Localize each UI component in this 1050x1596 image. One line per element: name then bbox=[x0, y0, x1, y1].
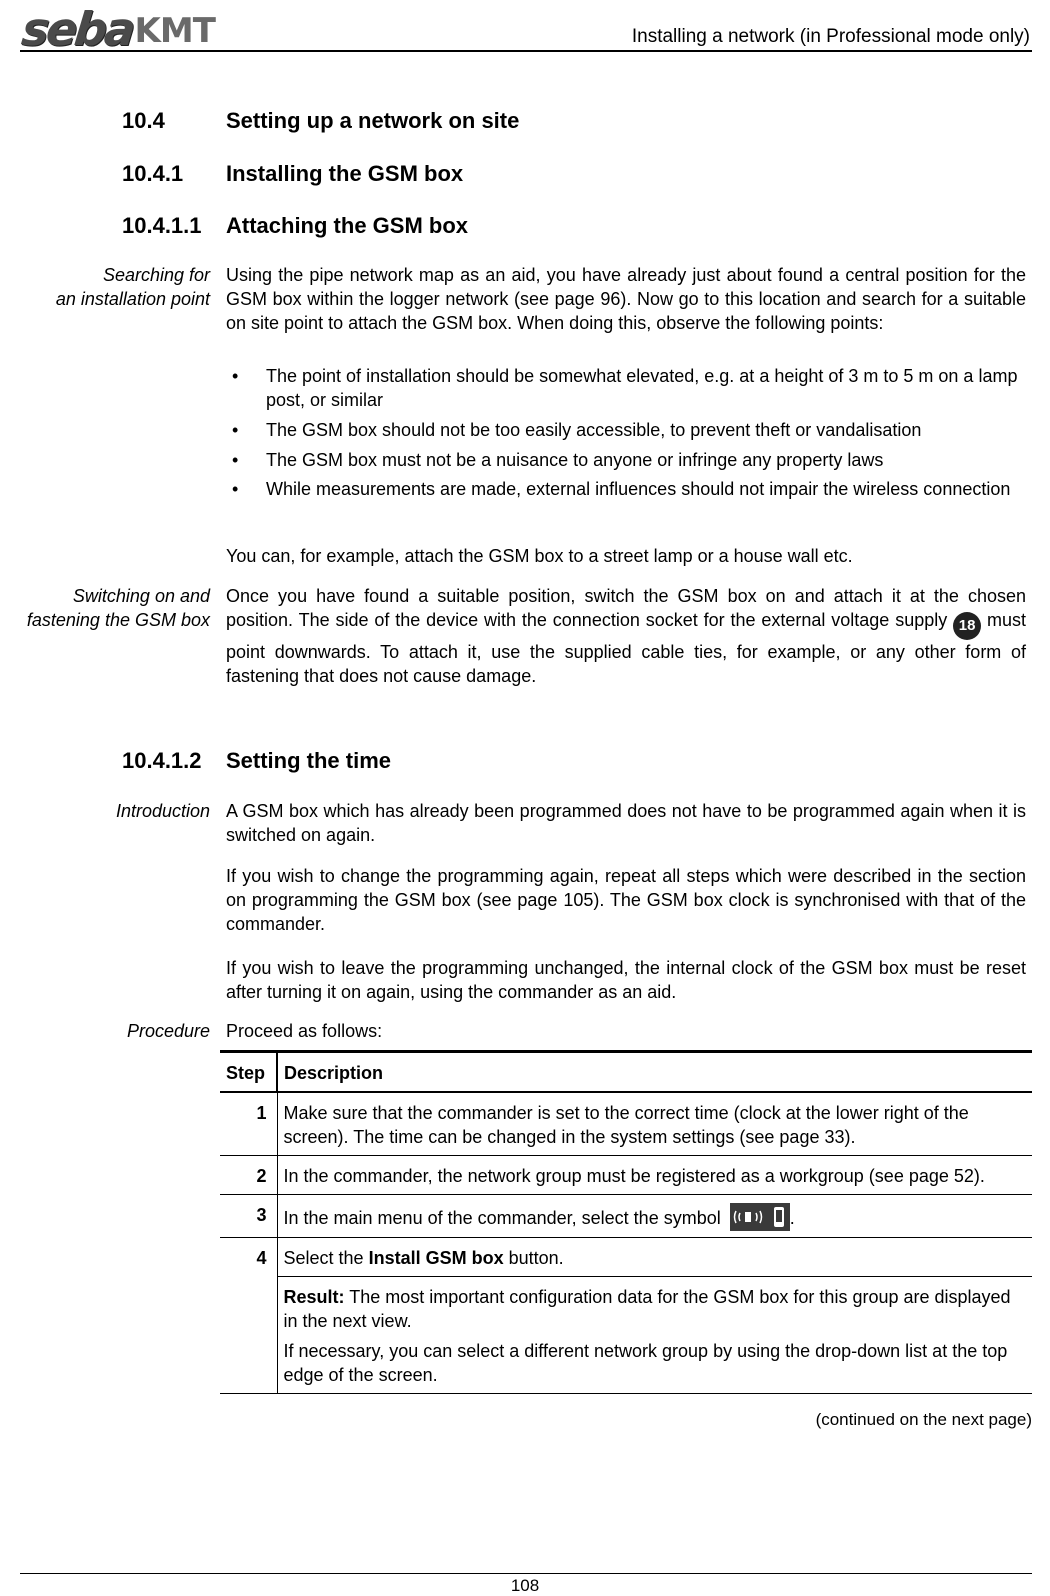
switching-paragraph bbox=[226, 584, 1026, 688]
table-row bbox=[220, 1156, 1032, 1195]
steps-table bbox=[220, 1050, 1032, 1394]
table-row bbox=[220, 1195, 1032, 1238]
logo-seba-text: seba bbox=[19, 2, 136, 56]
heading-number: 10.4 bbox=[122, 108, 165, 133]
margin-label-switching bbox=[27, 584, 210, 632]
bullet-text: The point of installation should be somewhat elevated, e.g. at a height of 3 m to 5 m on a lamp post, or similar bbox=[266, 366, 1018, 410]
table-row bbox=[220, 1238, 1032, 1394]
step-number: 2 bbox=[220, 1156, 277, 1195]
margin-label-line: fastening the GSM box bbox=[26, 610, 210, 630]
bullet-icon: • bbox=[232, 420, 239, 440]
step-description bbox=[277, 1238, 1032, 1394]
heading-text: Setting the time bbox=[226, 748, 392, 773]
margin-label-line: Searching for bbox=[102, 265, 210, 285]
step-description: Make sure that the commander is set to the correct time (clock at the lower right of the screen). The time can be changed in the system settings (see page 33). bbox=[277, 1092, 1032, 1156]
page-header bbox=[19, 2, 1032, 56]
step-number: 1 bbox=[220, 1092, 277, 1156]
step-description bbox=[277, 1195, 1032, 1238]
logo-kmt-text: KMT bbox=[134, 11, 215, 51]
heading-text: Installing the GSM box bbox=[226, 161, 464, 186]
bullet-icon: • bbox=[232, 366, 239, 386]
bullet-text: While measurements are made, external influences should not impair the wireless connection bbox=[266, 479, 1011, 499]
margin-label-line: an installation point bbox=[55, 289, 210, 309]
bullet-icon: • bbox=[232, 450, 239, 470]
continued-note: (continued on the next page) bbox=[815, 1410, 1032, 1429]
table-row bbox=[220, 1092, 1032, 1156]
bullet-item bbox=[226, 477, 1026, 501]
heading-number: 10.4.1.1 bbox=[122, 213, 202, 238]
step-text: In the main menu of the commander, select the symbol bbox=[283, 1208, 721, 1228]
step-result: Result: The most important configuration data for the GSM box for this group are displayed in the next view. bbox=[283, 1287, 1011, 1331]
step-description: In the commander, the network group must be registered as a workgroup (see page 52). bbox=[277, 1156, 1032, 1195]
install-gsm-box-label: Install GSM box bbox=[368, 1248, 504, 1268]
bullet-item bbox=[226, 418, 1026, 442]
bullet-item bbox=[226, 448, 1026, 472]
margin-label-searching bbox=[56, 263, 210, 311]
introduction-p1: A GSM box which has already been programmed does not have to be programmed again when it is switched on again. bbox=[226, 801, 1026, 845]
bullet-icon: • bbox=[232, 479, 239, 499]
introduction-p2: If you wish to change the programming again, repeat all steps which were described in the section on programming the GSM box (see page 105). The GSM box clock is synchronised with that of the commander. bbox=[226, 866, 1026, 934]
switching-text-before: Once you have found a suitable position, switch the GSM box on and attach it at the chosen position. The side of the device with the connection socket for the external voltage supply bbox=[226, 586, 1026, 630]
footer-divider bbox=[20, 1573, 1032, 1574]
column-header-description: Description bbox=[277, 1052, 1032, 1093]
connector-18-icon: 18 bbox=[953, 612, 981, 640]
searching-example: You can, for example, attach the GSM box to a street lamp or a house wall etc. bbox=[226, 546, 853, 566]
step-instruction: Select the Install GSM box button. bbox=[278, 1246, 1033, 1277]
column-header-step: Step bbox=[220, 1052, 277, 1093]
margin-label-introduction: Introduction bbox=[115, 801, 210, 821]
margin-label-line: Switching on and bbox=[72, 586, 210, 606]
gsm-box-symbol-icon bbox=[730, 1203, 790, 1231]
margin-label-procedure: Procedure bbox=[126, 1021, 210, 1041]
procedure-intro: Proceed as follows: bbox=[226, 1021, 383, 1041]
header-title: Installing a network (in Professional mode only) bbox=[631, 26, 1030, 47]
heading-text: Setting up a network on site bbox=[226, 108, 520, 133]
result-label: Result: bbox=[283, 1287, 345, 1307]
heading-text: Attaching the GSM box bbox=[226, 213, 468, 238]
sebakmt-logo bbox=[19, 2, 215, 56]
bullet-item bbox=[226, 364, 1026, 412]
bullet-text: The GSM box should not be too easily accessible, to prevent theft or vandalisation bbox=[266, 420, 922, 440]
table-header-row bbox=[220, 1052, 1032, 1093]
step-number: 3 bbox=[220, 1195, 277, 1238]
searching-intro: Using the pipe network map as an aid, you have already just about found a central position for the GSM box within the logger network (see page 96). Now go to this location and search for a suitable on site point to attach the GSM box. When doing this, observe the following points: bbox=[226, 265, 1026, 333]
switching-text-after: must point downwards. To attach it, use the supplied cable ties, for example, or any other form of fastening that does not cause damage. bbox=[226, 610, 1026, 686]
step-note: If necessary, you can select a different network group by using the drop-down list at the top edge of the screen. bbox=[283, 1341, 1008, 1385]
step-text-end: . bbox=[789, 1208, 795, 1228]
heading-number: 10.4.1 bbox=[122, 161, 184, 186]
introduction-p3: If you wish to leave the programming unchanged, the internal clock of the GSM box must be reset after turning it on again, using the commander as an aid. bbox=[226, 958, 1026, 1002]
heading-number: 10.4.1.2 bbox=[122, 748, 202, 773]
step-number: 4 bbox=[220, 1238, 277, 1394]
page-number: 108 bbox=[510, 1576, 540, 1595]
bullet-text: The GSM box must not be a nuisance to anyone or infringe any property laws bbox=[266, 450, 884, 470]
